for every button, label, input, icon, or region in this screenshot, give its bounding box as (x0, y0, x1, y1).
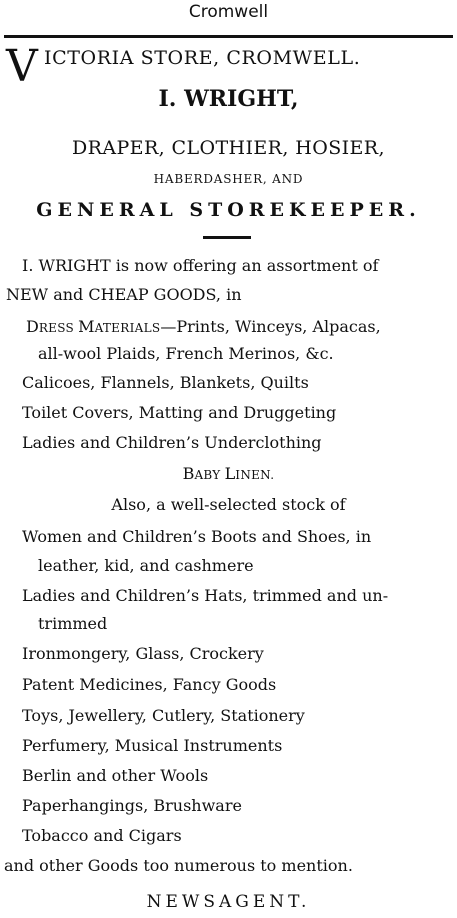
dress-materials-line-1 (26, 317, 381, 336)
store-title: ICTORIA STORE, CROMWELL. (44, 47, 361, 69)
item-berlin-wools: Berlin and other Wools (22, 766, 209, 785)
proprietor-name: I. WRIGHT, (158, 86, 299, 112)
dress-cap-d: D (26, 317, 39, 336)
boots-line-1: Women and Children’s Boots and Shoes, in (22, 527, 372, 546)
hats-line-1: Ladies and Children’s Hats, trimmed and un- (22, 586, 389, 605)
trades-line-3: GENERAL STOREKEEPER. (36, 199, 421, 221)
footer-newsagent: NEWSAGENT. (146, 892, 311, 912)
item-perfumery: Perfumery, Musical Instruments (22, 736, 283, 755)
intro-line-2: NEW and CHEAP GOODS, in (6, 285, 242, 304)
dress-small-1: RESS (38, 321, 79, 335)
item-tobacco: Tobacco and Cigars (22, 826, 182, 845)
item-ironmongery: Ironmongery, Glass, Crockery (22, 644, 264, 663)
section-header: Cromwell (188, 2, 269, 22)
also-line: Also, a well-selected stock of (111, 495, 346, 514)
boots-line-2: leather, kid, and cashmere (38, 556, 254, 575)
short-rule-1 (203, 236, 251, 239)
closing-line: and other Goods too numerous to mention. (4, 856, 353, 875)
item-toys: Toys, Jewellery, Cutlery, Stationery (22, 706, 305, 725)
baby-cap-b: B (182, 464, 195, 483)
dress-small-2: ATERIALS (94, 321, 161, 335)
item-calicoes: Calicoes, Flannels, Blankets, Quilts (22, 373, 309, 392)
baby-linen (0, 464, 457, 483)
baby-small-2: INEN. (235, 468, 275, 482)
hats-line-2: trimmed (38, 614, 108, 633)
title-drop-initial: V (6, 41, 38, 92)
baby-small-1: ABY (194, 468, 225, 482)
trades-line-2: HABERDASHER, AND (153, 172, 304, 186)
top-rule (4, 35, 453, 38)
dress-materials-line-2: all-wool Plaids, French Merinos, &c. (38, 344, 334, 363)
item-toilet-covers: Toilet Covers, Matting and Druggeting (22, 403, 337, 422)
trades-line-1: DRAPER, CLOTHIER, HOSIER, (72, 137, 385, 159)
dress-cap-m: M (78, 317, 95, 336)
item-patent-medicines: Patent Medicines, Fancy Goods (22, 675, 277, 694)
baby-cap-l: L (224, 464, 236, 483)
item-ladies-underclothing: Ladies and Children’s Underclothing (22, 433, 322, 452)
item-paperhangings: Paperhangings, Brushware (22, 796, 242, 815)
dress-rest: —Prints, Winceys, Alpacas, (160, 317, 381, 336)
intro-line-1: I. WRIGHT is now offering an assortment of (22, 256, 379, 275)
